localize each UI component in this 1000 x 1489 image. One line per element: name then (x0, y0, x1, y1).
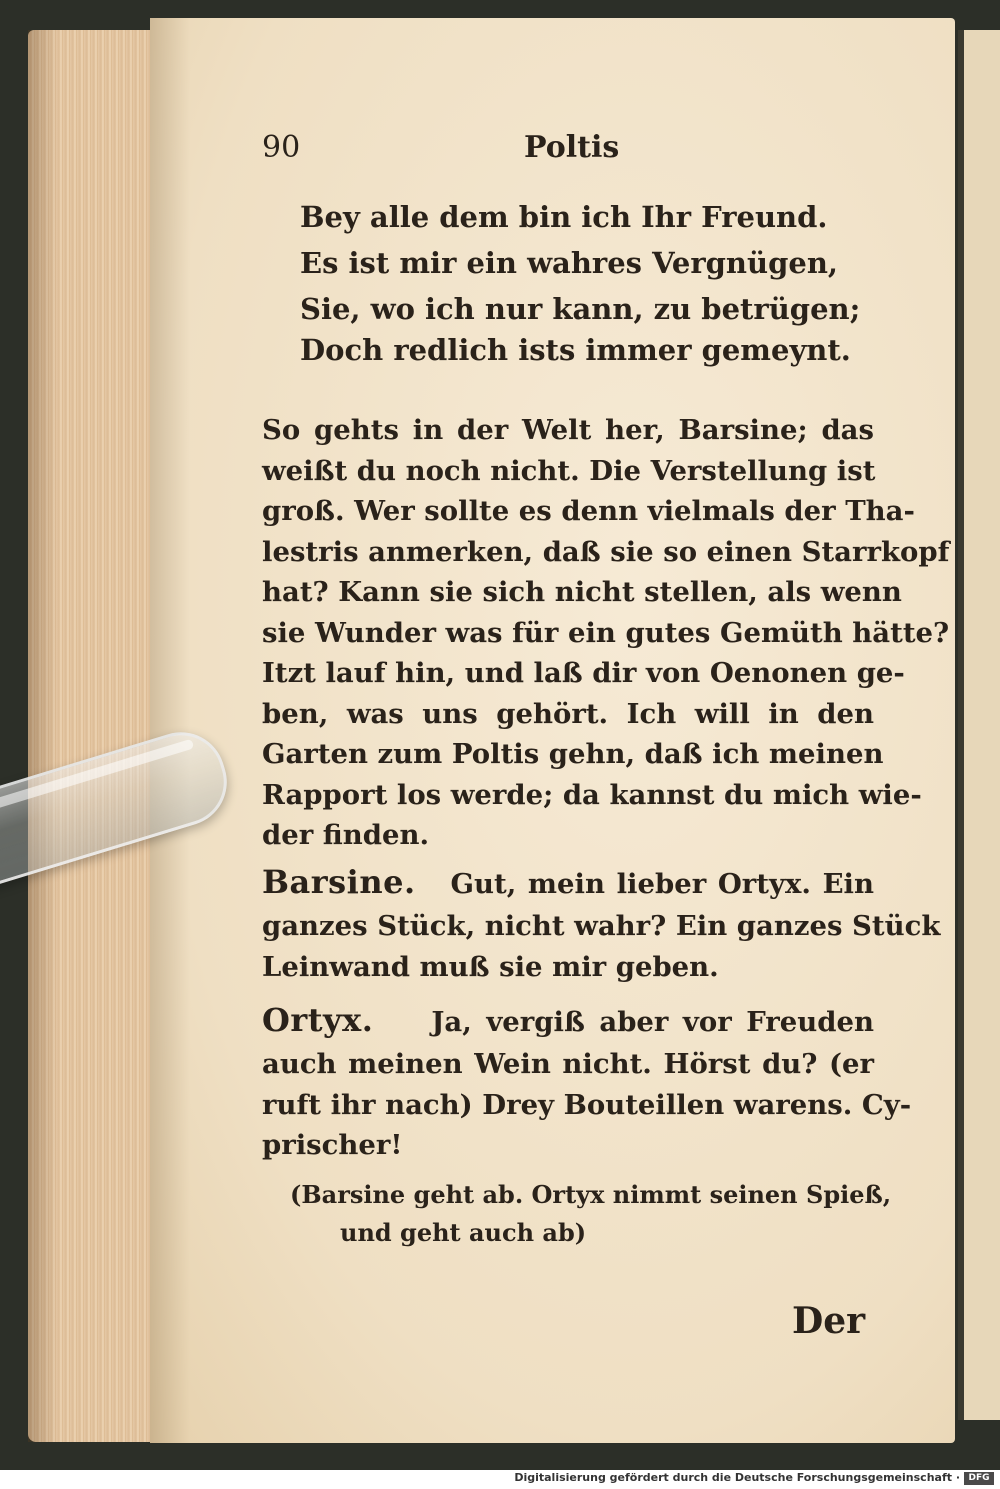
verse-line: Es ist mir ein wahres Vergnügen, (300, 246, 839, 280)
prose-line: auch meinen Wein nicht. Hörst du? (er (262, 1048, 874, 1080)
prose-line: ruft ihr nach) Drey Bouteillen warens. Cy- (262, 1088, 912, 1121)
prose-line: groß. Wer sollte es denn vielmals der Tha- (262, 495, 915, 527)
prose-line (262, 1000, 874, 1044)
prose-line: ganzes Stück, nicht wahr? Ein ganzes Stück (262, 910, 941, 942)
prose-line: ben, was uns gehört. Ich will in den (262, 697, 874, 730)
speech-text: Gut, mein lieber Ortyx. Ein (450, 868, 874, 900)
stage-direction-line: und geht auch ab) (340, 1218, 587, 1247)
prose-line: So gehts in der Welt her, Barsine; das (262, 414, 874, 446)
prose-line: Rapport los werde; da kannst du mich wie- (262, 778, 922, 811)
prose-line: der finden. (262, 819, 430, 851)
footer-credit: Digitalisierung gefördert durch die Deutsche Forschungsgemeinschaft · (514, 1471, 960, 1484)
prose-line: prischer! (262, 1129, 403, 1161)
prose-line: sie Wunder was für ein gutes Gemüth hätte? (262, 616, 950, 649)
prose-line: weißt du noch nicht. Die Verstellung ist (262, 454, 876, 487)
speech-text: Ja, vergiß aber vor Freuden (431, 1006, 874, 1038)
speaker-name: Barsine. (262, 863, 416, 901)
prose-line: Leinwand muß sie mir geben. (262, 950, 719, 983)
prose-paragraph (262, 410, 950, 856)
stage-direction-line: (Barsine geht ab. Ortyx nimmt seinen Spieß, (290, 1180, 892, 1209)
running-head: Poltis (524, 130, 620, 165)
prose-line: lestris anmerken, daß sie so einen Starrkopf (262, 535, 950, 568)
prose-line: hat? Kann sie sich nicht stellen, als wenn (262, 576, 902, 608)
verse-line: Bey alle dem bin ich Ihr Freund. (300, 200, 828, 234)
prose-line: Itzt lauf hin, und laß dir von Oenonen ge- (262, 657, 905, 689)
next-page-edge (958, 30, 1000, 1420)
speaker-name: Ortyx. (262, 1001, 374, 1039)
book-page-edges (28, 30, 158, 1442)
verse-line: Sie, wo ich nur kann, zu betrügen; (300, 292, 861, 326)
dfg-logo: DFG (964, 1472, 994, 1485)
prose-line: Garten zum Poltis gehn, daß ich meinen (262, 738, 884, 770)
page-number: 90 (262, 130, 301, 165)
catchword: Der (792, 1300, 866, 1342)
speech-barsine (262, 862, 941, 987)
speech-ortyx (262, 1000, 912, 1166)
verse-line: Doch redlich ists immer gemeynt. (300, 333, 851, 367)
prose-line (262, 862, 874, 906)
